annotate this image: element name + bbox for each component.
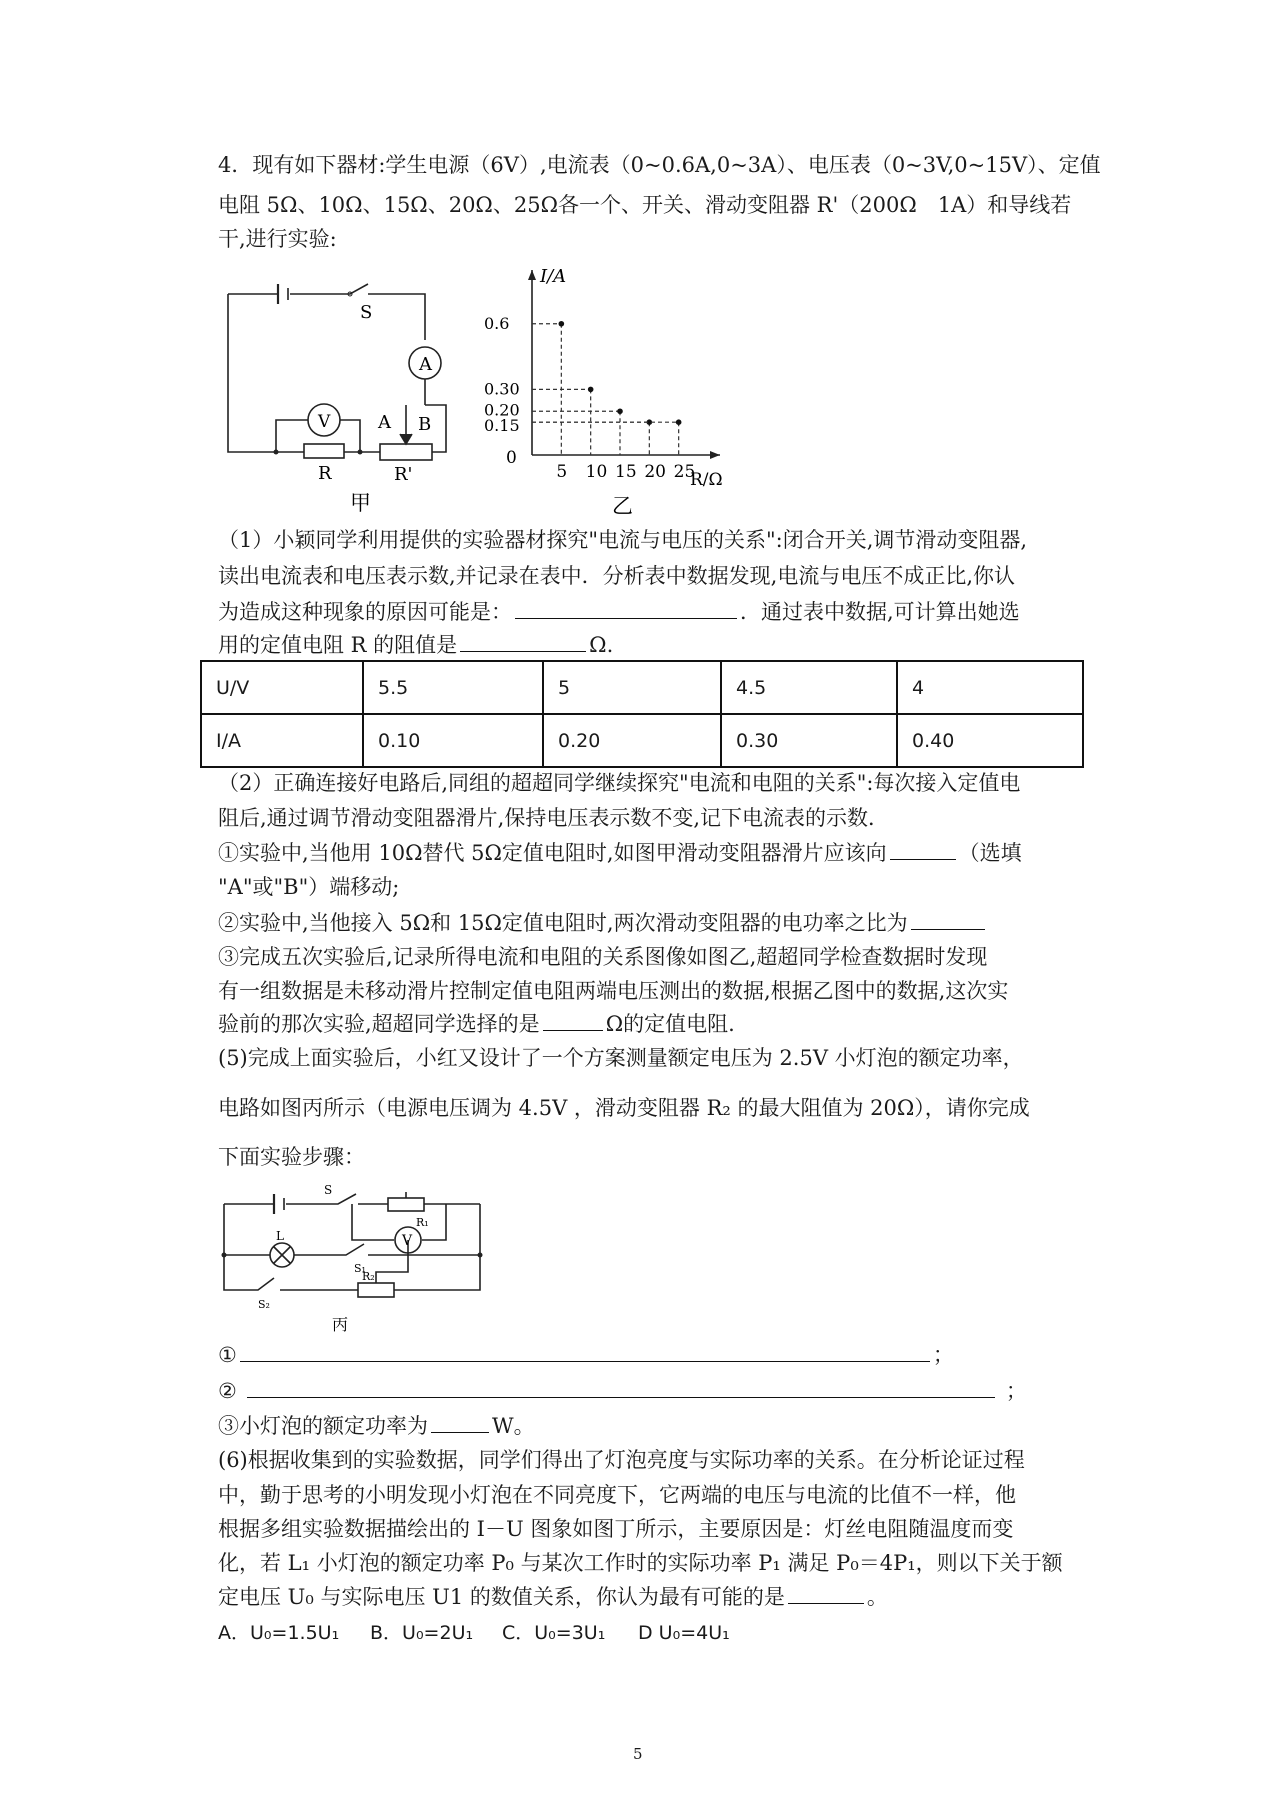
part1-line-2: 读出电流表和电压表示数,并记录在表中．分析表中数据发现,电流与电压不成正比,你认 <box>218 564 1016 588</box>
table-cell: I/A <box>201 714 363 767</box>
circuit-figure-bing <box>218 1180 508 1340</box>
x-tick-label: 10 <box>585 462 608 482</box>
end-a-label: A <box>378 412 391 433</box>
step-1-label: ① <box>218 1343 237 1367</box>
intro-line-3: 干,进行实验: <box>218 227 337 251</box>
part2-item-1-line-2: "A"或"B"）端移动; <box>218 875 400 899</box>
x-tick-label: 15 <box>615 462 637 482</box>
current-resistance-chart <box>470 260 740 515</box>
x-axis-arrow <box>710 451 720 459</box>
lamp-label-l: L <box>276 1229 284 1243</box>
option-c[interactable]: C．U₀=3U₁ <box>502 1622 606 1644</box>
switch-label-s: S <box>324 1183 333 1197</box>
r2-label: R₂ <box>362 1270 375 1283</box>
part2-line-2: 阻后,通过调节滑动变阻器滑片,保持电压表示数不变,记下电流表的示数． <box>218 806 890 830</box>
table-cell: 0.20 <box>543 714 721 767</box>
answer-blank-resistance[interactable] <box>460 631 586 652</box>
answer-blank-reason[interactable] <box>515 598 737 619</box>
step-3 <box>218 1411 535 1441</box>
part1-line-3 <box>218 597 1020 627</box>
part2-item-3-text: 验前的那次实验,超超同学选择的是 <box>218 1012 540 1036</box>
ammeter-label: A <box>419 354 432 375</box>
s2-label: S₂ <box>258 1298 270 1311</box>
uv-ia-table <box>200 660 1084 768</box>
y-tick-label: 0.6 <box>484 313 510 333</box>
table-cell: 5.5 <box>363 661 543 714</box>
part6-line-5-text: 定电压 U₀ 与实际电压 U1 的数值关系，你认为最有可能的是 <box>218 1585 785 1609</box>
intro-line-2: 电阻 5Ω、10Ω、15Ω、20Ω、25Ω各一个、开关、滑动变阻器 R'（200Ω 1A）和导线若 <box>218 193 1072 217</box>
part2-item-3-tail: Ω的定值电阻. <box>605 1012 735 1036</box>
answer-blank-power-ratio[interactable] <box>911 909 985 930</box>
table-cell: U/V <box>201 661 363 714</box>
table-cell: 4.5 <box>721 661 897 714</box>
part6-line-3: 根据多组实验数据描绘出的 I－U 图象如图丁所示，主要原因是：灯丝电阻随温度而变 <box>218 1517 1014 1541</box>
circuit-figure-jia <box>220 280 460 515</box>
step-3-tail: W。 <box>492 1414 535 1438</box>
y-tick-label: 0.30 <box>484 379 520 399</box>
option-b[interactable]: B．U₀=2U₁ <box>370 1622 474 1644</box>
step-1 <box>218 1340 954 1370</box>
answer-blank-step-1[interactable] <box>240 1341 930 1362</box>
part2-item-1 <box>218 838 1022 868</box>
part5-line-2: 电路如图丙所示（电源电压调为 4.5V ，滑动变阻器 R₂ 的最大阻值为 20Ω），请你完成 <box>218 1096 1030 1120</box>
chart-caption-yi: 乙 <box>612 494 633 515</box>
table-row <box>201 661 1083 714</box>
part2-item-3-line-3 <box>218 1009 735 1039</box>
part1-line-1: （1）小颖同学利用提供的实验器材探究"电流与电压的关系":闭合开关,调节滑动变阻器, <box>218 528 1028 552</box>
answer-blank-direction[interactable] <box>890 839 956 860</box>
answer-options <box>218 1618 730 1648</box>
part2-item-2 <box>218 908 988 938</box>
part1-line-4-tail: Ω. <box>589 633 614 657</box>
part5-line-3: 下面实验步骤： <box>218 1145 365 1169</box>
answer-blank-step-2[interactable] <box>247 1377 995 1398</box>
part5-line-1: (5)完成上面实验后，小红又设计了一个方案测量额定电压为 2.5V 小灯泡的额定功率， <box>218 1046 1024 1070</box>
y-tick-label: 0.15 <box>484 416 520 436</box>
x-tick-label: 25 <box>673 462 696 482</box>
intro-line-1: 4．现有如下器材:学生电源（6V）,电流表（0~0.6A,0~3A）、电压表（0~3V,0~15V）、定值 <box>218 153 1101 177</box>
x-tick-label: 5 <box>556 462 568 482</box>
data-point <box>676 419 682 425</box>
step-2 <box>218 1376 1027 1406</box>
table-row <box>201 714 1083 767</box>
s1-label: S₁ <box>354 1262 366 1275</box>
part6-line-5 <box>218 1582 888 1612</box>
part2-item-3-line-2: 有一组数据是未移动滑片控制定值电阻两端电压测出的数据,根据乙图中的数据,这次实 <box>218 979 1009 1003</box>
part1-line-4-text: 用的定值电阻 R 的阻值是 <box>218 633 458 657</box>
voltmeter-label: V <box>318 412 331 432</box>
y-tick-label: 0.20 <box>484 400 520 420</box>
part6-line-5-tail: 。 <box>866 1585 888 1609</box>
part2-item-2-text: ②实验中,当他接入 5Ω和 15Ω定值电阻时,两次滑动变阻器的电功率之比为 <box>218 911 908 935</box>
part6-line-4: 化，若 L₁ 小灯泡的额定功率 P₀ 与某次工作时的实际功率 P₁ 满足 P₀＝4P₁，则以下关于额 <box>218 1551 1063 1575</box>
part2-item-1-text: ①实验中,当他用 10Ω替代 5Ω定值电阻时,如图甲滑动变阻器滑片应该向 <box>218 841 887 865</box>
page-number: 5 <box>633 1745 643 1763</box>
resistor-r-label: R <box>318 463 332 484</box>
part1-line-3-text: 为造成这种现象的原因可能是： <box>218 600 512 624</box>
r1-label: R₁ <box>416 1216 429 1229</box>
rheostat-r-prime-label: R' <box>394 464 413 485</box>
answer-blank-voltage-relation[interactable] <box>788 1583 864 1604</box>
end-b-label: B <box>418 414 432 435</box>
table-cell: 5 <box>543 661 721 714</box>
step-2-end: ； <box>1005 1379 1027 1403</box>
table-cell: 4 <box>897 661 1083 714</box>
origin-label: 0 <box>506 448 517 468</box>
part1-line-4 <box>218 630 613 660</box>
part2-line-1: （2）正确连接好电路后,同组的超超同学继续探究"电流和电阻的关系":每次接入定值电 <box>218 771 1021 795</box>
data-point <box>617 408 623 414</box>
table-cell: 0.10 <box>363 714 543 767</box>
answer-blank-rated-power[interactable] <box>431 1412 489 1433</box>
figure-caption-jia: 甲 <box>350 491 371 515</box>
option-a[interactable]: A．U₀=1.5U₁ <box>218 1622 340 1644</box>
x-axis-label: R/Ω <box>690 470 723 490</box>
y-axis-arrow <box>528 270 536 280</box>
answer-blank-resistor-value[interactable] <box>543 1010 603 1031</box>
figure-caption-bing: 丙 <box>332 1315 349 1334</box>
voltmeter-label: V <box>402 1233 413 1249</box>
data-point <box>559 321 565 327</box>
part2-item-3-line-1: ③完成五次实验后,记录所得电流和电阻的关系图像如图乙,超超同学检查数据时发现 <box>218 945 988 969</box>
y-axis-label: I/A <box>540 266 567 287</box>
switch-label-s: S <box>360 302 373 323</box>
x-tick-label: 20 <box>644 462 666 482</box>
step-2-label: ② <box>218 1379 237 1403</box>
step-3-text: ③小灯泡的额定功率为 <box>218 1414 428 1438</box>
part6-line-2: 中，勤于思考的小明发现小灯泡在不同亮度下，它两端的电压与电流的比值不一样，他 <box>218 1483 1016 1507</box>
data-point <box>588 387 594 393</box>
option-d[interactable]: D U₀=4U₁ <box>638 1622 730 1644</box>
table-cell: 0.30 <box>721 714 897 767</box>
part2-item-1-tail: （选填 <box>958 841 1022 865</box>
part1-line-3-tail: ．通过表中数据,可计算出她选 <box>740 600 1020 624</box>
step-1-end: ； <box>932 1343 954 1367</box>
table-cell: 0.40 <box>897 714 1083 767</box>
part6-line-1: (6)根据收集到的实验数据，同学们得出了灯泡亮度与实际功率的关系。在分析论证过程 <box>218 1448 1025 1472</box>
